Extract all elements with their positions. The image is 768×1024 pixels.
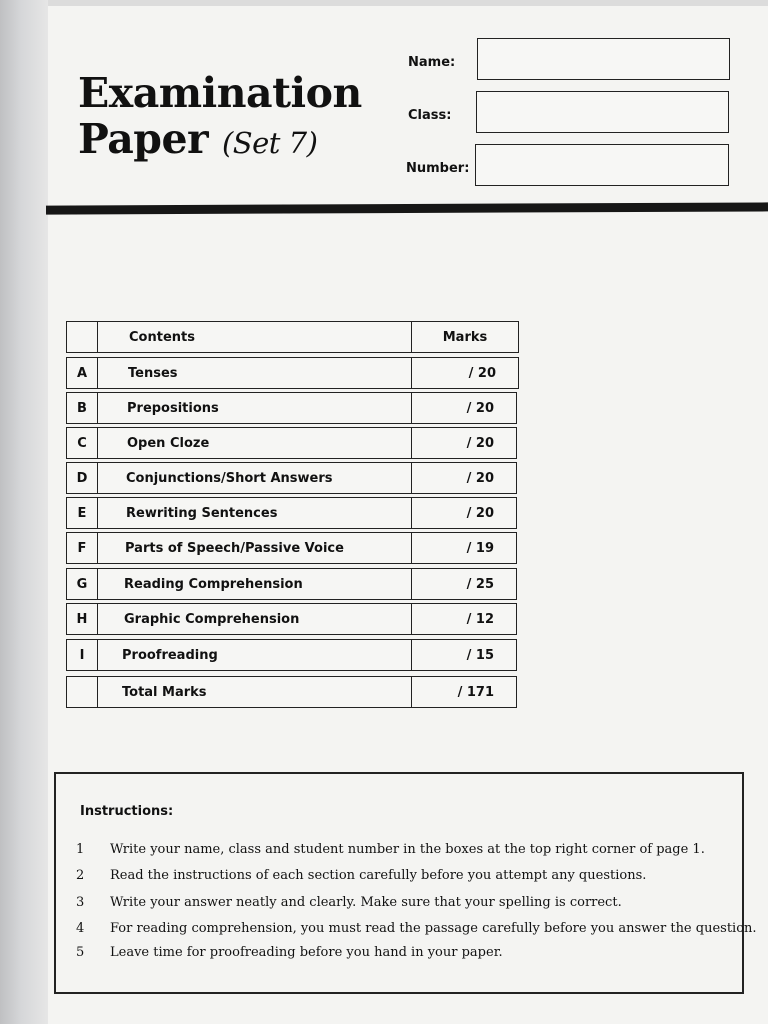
section-marks: / 20 bbox=[411, 463, 516, 493]
instruction-number: 3 bbox=[76, 895, 85, 910]
section-letter: B bbox=[67, 393, 98, 423]
contents-row-e bbox=[66, 497, 517, 529]
section-marks: / 19 bbox=[411, 533, 516, 563]
section-letter: G bbox=[67, 569, 98, 599]
instruction-text: Write your name, class and student number in the boxes at the top right corner of page 1. bbox=[110, 842, 705, 857]
marks-header: Marks bbox=[411, 322, 518, 352]
contents-header-row bbox=[66, 321, 519, 353]
instruction-number: 1 bbox=[76, 842, 85, 857]
total-marks-row bbox=[66, 676, 517, 708]
contents-row-g bbox=[66, 568, 517, 600]
section-name: Reading Comprehension bbox=[124, 576, 303, 592]
section-marks: / 20 bbox=[411, 428, 516, 458]
section-marks: / 25 bbox=[411, 569, 516, 599]
contents-row-h bbox=[66, 603, 517, 635]
title-line-1: Examination bbox=[78, 69, 362, 117]
instructions-title: Instructions: bbox=[80, 804, 174, 819]
section-letter: I bbox=[67, 640, 98, 670]
contents-row-c bbox=[66, 427, 517, 459]
section-name: Tenses bbox=[128, 365, 178, 381]
section-name: Parts of Speech/Passive Voice bbox=[125, 540, 344, 556]
section-letter: C bbox=[67, 428, 98, 458]
set-label: (Set 7) bbox=[221, 126, 318, 160]
number-field[interactable] bbox=[475, 144, 729, 186]
section-letter: D bbox=[67, 463, 98, 493]
header-letter-cell bbox=[67, 322, 98, 352]
section-letter: F bbox=[67, 533, 98, 563]
number-label: Number: bbox=[406, 161, 470, 176]
contents-row-d bbox=[66, 462, 517, 494]
section-marks: / 20 bbox=[411, 358, 518, 388]
name-label: Name: bbox=[408, 55, 456, 70]
contents-row-a bbox=[66, 357, 519, 389]
section-marks: / 20 bbox=[411, 498, 516, 528]
instruction-text: Write your answer neatly and clearly. Make sure that your spelling is correct. bbox=[110, 895, 622, 910]
total-letter-cell bbox=[67, 677, 98, 707]
section-marks: / 20 bbox=[411, 393, 516, 423]
contents-row-f bbox=[66, 532, 517, 564]
class-field[interactable] bbox=[476, 91, 729, 133]
total-label: Total Marks bbox=[122, 684, 207, 700]
name-field[interactable] bbox=[477, 38, 730, 80]
section-letter: H bbox=[67, 604, 98, 634]
page-margin bbox=[0, 0, 48, 1024]
section-name: Prepositions bbox=[127, 400, 219, 416]
contents-header: Contents bbox=[129, 329, 195, 345]
section-letter: E bbox=[67, 498, 98, 528]
section-name: Proofreading bbox=[122, 647, 218, 663]
section-letter: A bbox=[67, 358, 98, 388]
instruction-number: 4 bbox=[76, 921, 85, 936]
title-paper: Paper bbox=[78, 115, 209, 163]
section-marks: / 15 bbox=[411, 640, 516, 670]
section-marks: / 12 bbox=[411, 604, 516, 634]
section-name: Open Cloze bbox=[127, 435, 210, 451]
section-name: Graphic Comprehension bbox=[124, 611, 300, 627]
contents-row-b bbox=[66, 392, 517, 424]
page-title bbox=[78, 70, 362, 166]
instruction-number: 5 bbox=[76, 945, 85, 960]
total-marks: / 171 bbox=[411, 677, 516, 707]
contents-row-i bbox=[66, 639, 517, 671]
section-name: Conjunctions/Short Answers bbox=[126, 470, 333, 486]
class-label: Class: bbox=[408, 108, 452, 123]
title-line-2 bbox=[78, 116, 362, 166]
instruction-text: Read the instructions of each section carefully before you attempt any questions. bbox=[110, 868, 647, 883]
instruction-text: For reading comprehension, you must read the passage carefully before you answer the question. bbox=[110, 921, 757, 936]
instructions-box bbox=[54, 772, 757, 994]
instruction-text: Leave time for proofreading before you hand in your paper. bbox=[110, 945, 503, 960]
instruction-number: 2 bbox=[76, 868, 85, 883]
section-name: Rewriting Sentences bbox=[126, 505, 278, 521]
